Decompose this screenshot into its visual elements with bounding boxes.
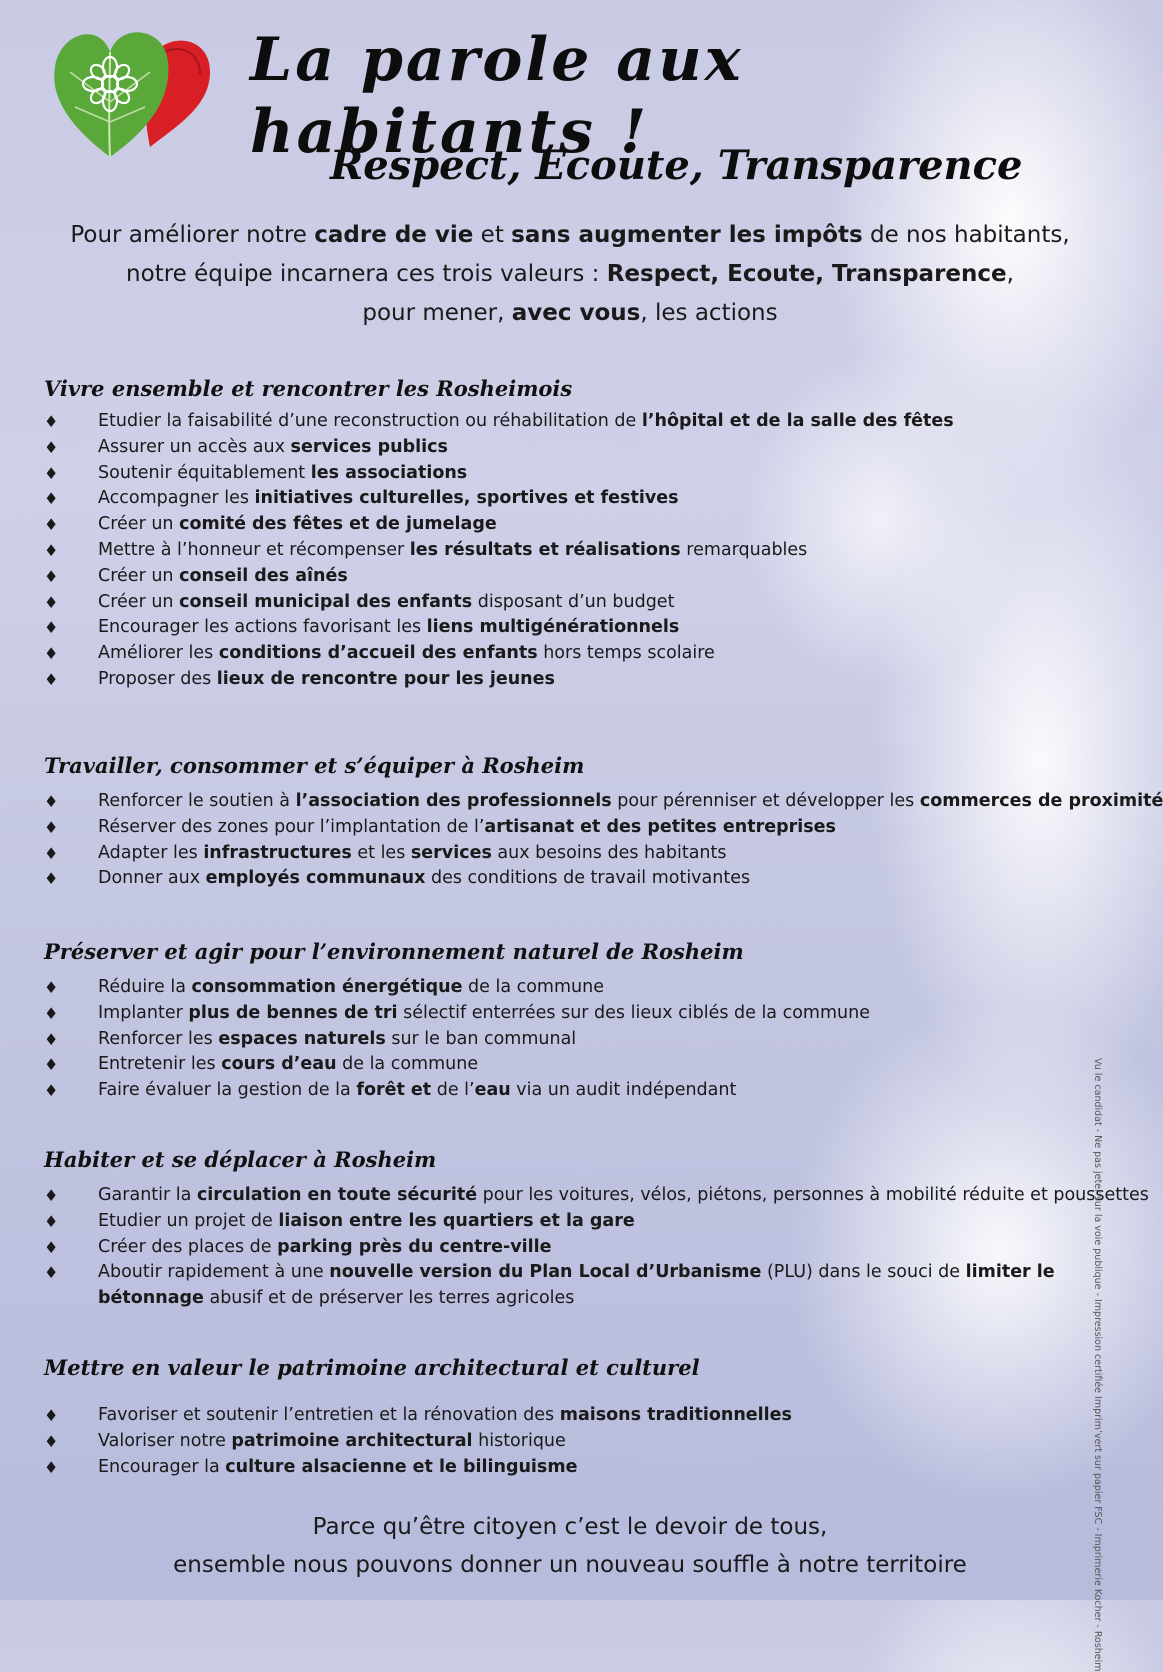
list-item: ♦ Aboutir rapidement à une nouvelle version du Plan Local d’Urbanisme (PLU) dans le souci de limiter le bétonnage abusif et de préserver les terres agricoles [44, 1260, 1098, 1312]
page-subtitle: Respect, Ecoute, Transparence [330, 142, 1023, 189]
list-item: ♦ Entretenir les cours d’eau de la commune [44, 1052, 1094, 1078]
list-item: ♦ Faire évaluer la gestion de la forêt et de l’eau via un audit indépendant [44, 1078, 1094, 1104]
intro-emphasis: sans augmenter les impôts [511, 222, 863, 248]
intro-text: , [1006, 261, 1014, 287]
list-item: ♦ Soutenir équitablement les associations [44, 461, 1094, 487]
list-item: ♦ Accompagner les initiatives culturelles, sportives et festives [44, 486, 1094, 512]
list-item: ♦ Valoriser notre patrimoine architectural historique [44, 1429, 1094, 1455]
list-item: ♦ Mettre à l’honneur et récompenser les résultats et réalisations remarquables [44, 538, 1094, 564]
section-title: Travailler, consommer et s’équiper à Rosheim [44, 753, 585, 778]
intro-text: Pour améliorer notre [70, 222, 315, 248]
intro-emphasis: avec vous [511, 300, 641, 326]
closing-statement [60, 1508, 1080, 1584]
list-item: ♦ Améliorer les conditions d’accueil des enfants hors temps scolaire [44, 641, 1094, 667]
list-item: ♦ Etudier la faisabilité d’une reconstruction ou réhabilitation de l’hôpital et de la salle des fêtes [44, 409, 1094, 435]
section-title: Vivre ensemble et rencontrer les Rosheimois [44, 376, 573, 401]
section-list [44, 409, 1094, 693]
intro-text: pour mener, [362, 300, 512, 326]
list-item: ♦ Garantir la circulation en toute sécurité pour les voitures, vélos, piétons, personnes à mobilité réduite et poussettes [44, 1183, 1094, 1209]
list-item: ♦ Réserver des zones pour l’implantation de l’artisanat et des petites entreprises [44, 815, 1094, 841]
section-list [44, 975, 1094, 1104]
list-item: ♦ Adapter les infrastructures et les services aux besoins des habitants [44, 841, 1094, 867]
list-item: ♦ Etudier un projet de liaison entre les quartiers et la gare [44, 1209, 1094, 1235]
intro-text: , les actions [640, 300, 778, 326]
list-item: ♦ Donner aux employés communaux des conditions de travail motivantes [44, 866, 1094, 892]
list-item: ♦ Encourager les actions favorisant les liens multigénérationnels [44, 615, 1094, 641]
heart-leaf-logo-icon [50, 22, 220, 162]
intro-text: de nos habitants, [862, 222, 1070, 248]
list-item: ♦ Créer un comité des fêtes et de jumelage [44, 512, 1094, 538]
list-item: ♦ Créer un conseil des aînés [44, 564, 1094, 590]
list-item: ♦ Encourager la culture alsacienne et le bilinguisme [44, 1455, 1094, 1481]
list-item: ♦ Proposer des lieux de rencontre pour les jeunes [44, 667, 1094, 693]
list-item: ♦ Renforcer le soutien à l’association des professionnels pour pérenniser et développer les commerces de proximité [44, 789, 1094, 815]
intro-paragraph [60, 216, 1080, 333]
page-title: La parole aux habitants ! [250, 25, 744, 167]
list-item: ♦ Renforcer les espaces naturels sur le ban communal [44, 1027, 1094, 1053]
intro-emphasis: cadre de vie [314, 222, 474, 248]
list-item: ♦ Créer un conseil municipal des enfants disposant d’un budget [44, 590, 1094, 616]
section-list [44, 1183, 1149, 1312]
section-title: Préserver et agir pour l’environnement naturel de Rosheim [44, 939, 744, 964]
list-item: ♦ Assurer un accès aux services publics [44, 435, 1094, 461]
intro-emphasis: Respect, Ecoute, Transparence [606, 261, 1007, 287]
list-item: ♦ Favoriser et soutenir l’entretien et la rénovation des maisons traditionnelles [44, 1403, 1094, 1429]
intro-text: et [473, 222, 512, 248]
intro-text: notre équipe incarnera ces trois valeurs : [126, 261, 607, 287]
legal-notice: Vu le candidat - Ne pas jeter sur la voie publique - Impression certifiée Imprim’vert sur papier FSC - Imprimerie Kocher - Rosheim [1092, 1058, 1103, 1672]
section-list [44, 1403, 1094, 1480]
section-list [44, 789, 1163, 892]
section-title: Mettre en valeur le patrimoine architectural et culturel [44, 1355, 700, 1380]
closing-line: ensemble nous pouvons donner un nouveau souffle à notre territoire [173, 1552, 967, 1578]
section-title: Habiter et se déplacer à Rosheim [44, 1147, 437, 1172]
closing-line: Parce qu’être citoyen c’est le devoir de tous, [312, 1514, 828, 1540]
list-item: ♦ Créer des places de parking près du centre-ville [44, 1235, 1094, 1261]
list-item: ♦ Implanter plus de bennes de tri sélectif enterrées sur des lieux ciblés de la commune [44, 1001, 1094, 1027]
list-item: ♦ Réduire la consommation énergétique de la commune [44, 975, 1094, 1001]
